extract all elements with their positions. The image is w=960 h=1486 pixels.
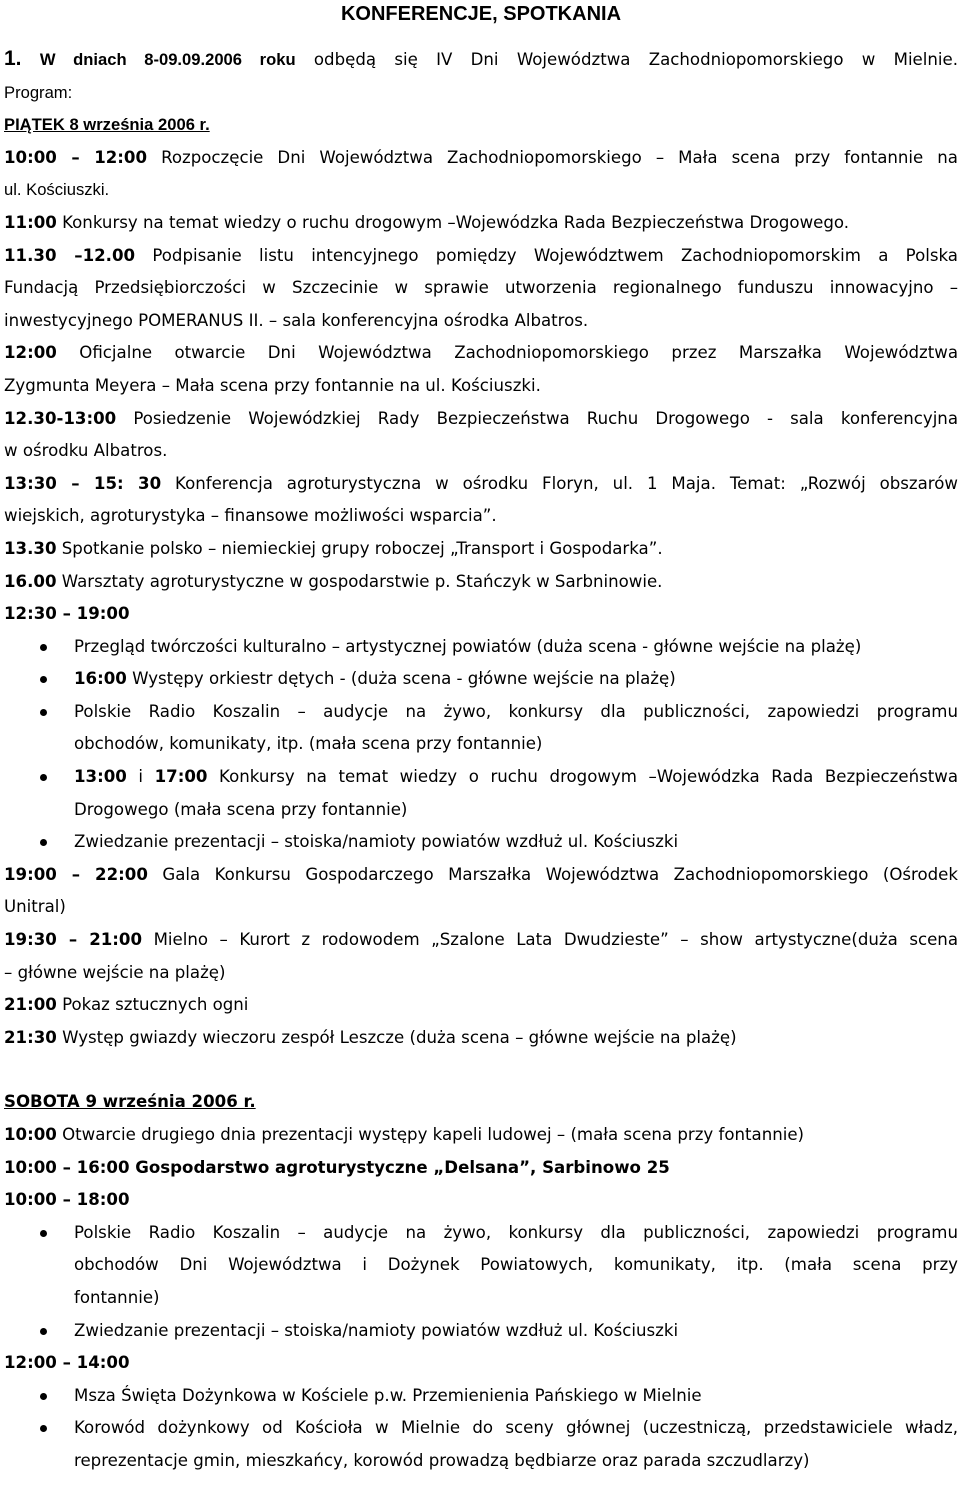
event-item-cont: Zygmunta Meyera – Mała scena przy fontannie na ul. Kościuszki. [4,375,541,395]
section-number: 1. [4,47,22,70]
list-item [4,1315,958,1348]
event-item [4,142,958,175]
list-item-text: Msza Święta Dożynkowa w Kościele p.w. Przemienienia Pańskiego w Mielnie [74,1385,702,1405]
list-item-text-cont: fontannie) [74,1287,160,1307]
event-item-cont: ul. Kościuszki. [4,180,110,200]
event-text: Posiedzenie Wojewódzkiej Rady Bezpieczeństwa Ruchu Drogowego - sala konferencyjna [116,408,958,428]
block-time: 10:00 – 18:00 [4,1190,130,1210]
friday-bullet-list [4,631,958,859]
list-item-text [74,761,958,794]
list-item-text-cont: Drogowego (mała scena przy fontannie) [74,799,408,819]
list-item-text: Polskie Radio Koszalin – audycje na żywo, konkursy dla publiczności, zapowiedzi programu [74,701,958,721]
event-item [4,1022,958,1055]
event-text: Otwarcie drugiego dnia prezentacji występy kapeli ludowej – (mała scena przy fontannie) [56,1125,805,1144]
event-text: Spotkanie polsko – niemieckiej grupy roboczej „Transport i Gospodarka”. [56,538,663,558]
event-time: 12.30-13:00 [4,408,117,428]
event-text: Podpisanie listu intencyjnego pomiędzy Województwem Zachodniopomorskim a Polska [135,245,958,265]
event-text: Warsztaty agroturystyczne w gospodarstwie p. Stańczyk w Sarbninowie. [56,571,663,591]
list-item [4,696,958,761]
friday-section [4,109,958,1054]
bullet-icon [40,1425,47,1432]
list-item-text-cont: obchodów Dni Województwa i Dożynek Powiatowych, komunikaty, itp. (mała scena przy [74,1255,958,1275]
event-time: 13:30 – 15: 30 [4,473,162,493]
bullet-icon [40,644,47,651]
list-item [4,1217,958,1315]
event-text: Pokaz sztucznych ogni [56,995,249,1015]
saturday-heading: SOBOTA 9 września 2006 r. [4,1092,256,1112]
intro-text: odbędą się IV Dni Województwa Zachodniopomorskiego w Mielnie. [295,50,958,69]
event-item [4,468,958,501]
event-time: 16:00 [74,669,127,689]
event-item [4,924,958,957]
friday-heading: PIĄTEK 8 września 2006 r. [4,115,210,135]
intro-lead: W dniach 8-09.09.2006 roku [39,50,296,69]
event-time: 13:00 [74,767,127,787]
list-item-text: Przegląd twórczości kulturalno – artystycznej powiatów (duża scena - główne wejście na plażę) [74,636,862,656]
list-item [4,761,958,826]
event-time: 12:00 [4,343,57,363]
section-spacer [4,1054,958,1086]
event-item-cont: Unitral) [4,897,66,917]
list-item-text-cont: obchodów, komunikaty, itp. (mała scena przy fontannie) [74,734,543,754]
list-item-text: Zwiedzanie prezentacji – stoiska/namioty powiatów wzdłuż ul. Kościuszki [74,832,679,852]
event-item-cont: w ośrodku Albatros. [4,441,168,461]
list-item-text-cont: reprezentacje gmin, mieszkańcy, korowód prowadzą będbiarze oraz parada szczudlarzy) [74,1450,810,1470]
event-text: Mielno – Kurort z rodowodem „Szalone Lata Dwudzieste” – show artystyczne(duża scena [142,930,958,950]
event-item [4,1119,958,1152]
intro-section [4,43,958,109]
bullet-icon [40,774,47,781]
saturday-section [4,1086,958,1477]
bullet-icon [40,1230,47,1237]
event-item-cont: inwestycyjnego POMERANUS II. – sala konferencyjna ośrodka Albatros. [4,310,589,330]
event-text: Konkursy na temat wiedzy o ruchu drogowym –Wojewódzka Rada Bezpieczeństwa Drogowego. [56,212,850,232]
event-time: 11:00 [4,212,57,232]
event-item [4,207,958,240]
event-text: Konferencja agroturystyczna w ośrodku Floryn, ul. 1 Maja. Temat: „Rozwój obszarów [161,473,958,493]
list-item [4,1380,958,1413]
bullet-icon [40,1328,47,1335]
event-time: 21:00 [4,995,57,1015]
event-time: 21:30 [4,1027,57,1047]
list-item-text: Występy orkiestr dętych - (duża scena - główne wejście na plażę) [126,669,676,689]
event-time: 16.00 [4,571,57,591]
list-item-text: Zwiedzanie prezentacji – stoiska/namioty powiatów wzdłuż ul. Kościuszki [74,1320,679,1340]
event-text: Gala Konkursu Gospodarczego Marszałka Województwa Zachodniopomorskiego (Ośrodek [147,864,958,884]
list-item [4,1412,958,1477]
list-item-text: Korowód dożynkowy od Kościoła w Mielnie do sceny głównej (uczestniczą, przedstawiciele władz, [74,1418,958,1438]
bullet-icon [40,676,47,683]
event-item-cont: wiejskich, agroturystyka – finansowe możliwości wsparcia”. [4,506,497,526]
event-item [4,240,958,273]
bullet-icon [40,1393,47,1400]
list-item [4,663,958,696]
event-item-cont: – główne wejście na plażę) [4,962,226,982]
list-item-text: Polskie Radio Koszalin – audycje na żywo, konkursy dla publiczności, zapowiedzi programu [74,1222,958,1242]
event-item [4,859,958,892]
event-item [4,566,958,599]
document-page [4,0,958,1478]
conjunction: i [126,767,155,787]
event-time: 10:00 – 12:00 [4,147,148,167]
document-title: KONFERENCJE, SPOTKANIA [340,3,622,25]
list-item [4,826,958,859]
saturday-bullet-list-2 [4,1380,958,1478]
event-item [4,989,958,1022]
bullet-icon [40,709,47,716]
event-text: Oficjalne otwarcie Dni Województwa Zachodniopomorskiego przez Marszałka Województwa [56,343,958,363]
event-time: 17:00 [154,767,208,787]
bullet-icon [40,839,47,846]
event-time: 11.30 –12.00 [4,245,136,265]
block-time: 12:00 – 14:00 [4,1353,130,1373]
list-item-text-main: Konkursy na temat wiedzy o ruchu drogowym –Wojewódzka Rada Bezpieczeństwa [207,767,958,787]
program-label: Program: [4,82,73,102]
event-text: Występ gwiazdy wieczoru zespół Leszcze (duża scena – główne wejście na plażę) [56,1027,737,1047]
event-item [4,533,958,566]
intro-line [4,43,958,77]
block-time: 12:30 – 19:00 [4,604,130,624]
event-item [4,337,958,370]
event-time: 10:00 [4,1125,57,1144]
event-time: 19:00 – 22:00 [4,864,148,884]
saturday-bullet-list-1 [4,1217,958,1347]
event-item: 10:00 – 16:00 Gospodarstwo agroturystyczne „Delsana”, Sarbinowo 25 [4,1157,670,1177]
event-text: Rozpoczęcie Dni Województwa Zachodniopomorskiego – Mała scena przy fontannie na [147,147,958,167]
event-time: 19:30 – 21:00 [4,930,143,950]
event-item [4,403,958,436]
event-item-cont: Fundacją Przedsiębiorczości w Szczecinie w sprawie utworzenia regionalnego funduszu innowacyjno – [4,278,958,298]
list-item [4,631,958,664]
event-time: 13.30 [4,538,57,558]
